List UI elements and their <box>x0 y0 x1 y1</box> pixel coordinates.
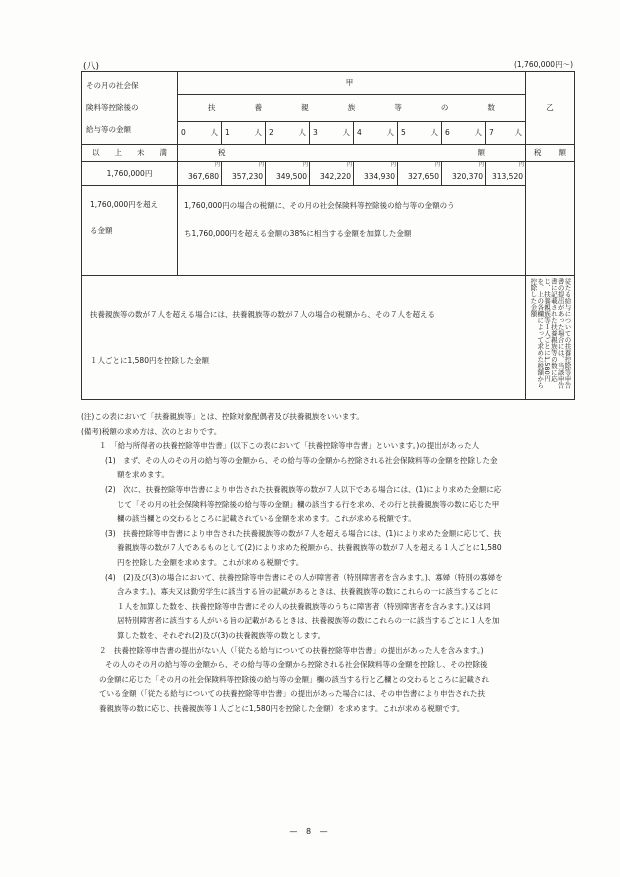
otsu-tax-header <box>526 145 575 162</box>
range-header <box>82 145 178 162</box>
over-seven-rule-line: 扶養親族等の数が７人を超える場合には、扶養親族等の数が７人の場合の税額から、その７人を超える <box>90 309 435 319</box>
over-amount-rule <box>178 186 526 276</box>
count-cell: 2 人 <box>266 122 310 145</box>
over-seven-rule-line: １人ごとに1,580円を控除した金額 <box>90 355 209 365</box>
range-header-char: 以 <box>92 148 100 158</box>
count-cell: 3 人 <box>310 122 354 145</box>
dependents-header-char: 親 <box>301 103 309 113</box>
note-item-1-1: (1) まず、その人のその月の給与等の金額から、その給与等の金額から控除される社会保険料等の金額を控除した金 <box>105 455 498 465</box>
note-remarks-heading: (備考)税額の求め方は、次のとおりです。 <box>81 426 222 436</box>
tax-amount-cell: 円 327,650 <box>398 162 442 186</box>
note-item-1-3-cont: 養親族等の数が７人であるものとして(2)により求めた税額から、扶養親族等の数が７人を超える１人ごとに1,580 <box>117 543 502 553</box>
dependents-header-char: 扶 <box>208 103 216 113</box>
tax-amount-header <box>178 145 526 162</box>
tax-amount-header-char: 税 <box>218 148 226 158</box>
tax-amount-cell: 円 313,520 <box>486 162 526 186</box>
note-item-1-2-cont: じて「その月の社会保険料等控除後の給与等の金額」欄の該当する行を求め、その行と扶養親族等の数に応じた甲 <box>117 499 500 509</box>
otsu-vertical-note: 従たる給与についての扶養控除等申告書の提出があった場合には、当該申告書に記載された扶養親族等の数に応じ、扶養親族等１人ごとに1,580円を、上の各欄によって求めた税額から控除した金額 <box>529 278 572 389</box>
tax-table <box>81 71 575 400</box>
note-item-1-4-cont: １人を加算した数を、扶養控除等申告書にその人の扶養親族等のうちに障害者（特別障害者を含みます。)又は同 <box>117 601 491 611</box>
range-label: (1,760,000円〜) <box>513 60 573 69</box>
tax-amount-cell: 円 349,500 <box>266 162 310 186</box>
note-item-2-cont: 養親族等の数に応じ、扶養親族等１人ごとに1,580円を控除した金額）を求めます。これが求める税額です。 <box>99 703 465 713</box>
notes-section <box>81 410 576 716</box>
note-item-1: １ 「給与所得者の扶養控除等申告書」(以下この表において「扶養控除等申告書」といいます。)の提出があった人 <box>99 441 480 451</box>
note-item-2-cont: の金額に応じた「その月の社会保険料等控除後の給与等の金額」欄の該当する行と乙欄との交わるところに記載され <box>99 674 489 684</box>
condition-header-line: 険料等控除後の <box>86 103 139 112</box>
over-amount-rule-line: ち1,760,000円を超える金額の38%に相当する金額を加算した金額 <box>184 229 412 238</box>
condition-header-line: 給与等の金額 <box>86 125 131 134</box>
count-cell: 6 人 <box>442 122 486 145</box>
over-amount-rule-line: 1,760,000円の場合の税額に、その月の社会保険料等控除後の給与等の金額のう <box>184 201 455 210</box>
range-header-char: 満 <box>159 148 167 158</box>
note-item-1-3-cont: 円を控除した金額を求めます。これが求める税額です。 <box>117 557 304 567</box>
count-cell: 5 人 <box>398 122 442 145</box>
note-item-2: ２ 扶養控除等申告書の提出がない人（「従たる給与についての扶養控除等申告書」の提出があった人を含みます。) <box>99 645 484 655</box>
count-cell: 7 人 <box>486 122 526 145</box>
otsu-empty-cell <box>526 162 575 276</box>
dependents-header-char: 数 <box>487 103 495 113</box>
range-header-char: 上 <box>114 148 122 158</box>
range-header-char: 未 <box>137 148 145 158</box>
note-item-1-3: (3) 扶養控除等申告書により申告された扶養親族等の数が７人を超える場合には、(1)により求めた金額に応じて、扶 <box>105 528 502 538</box>
note-item-1-1-cont: 額を求めます。 <box>117 470 169 480</box>
kou-header: 甲 <box>178 72 526 95</box>
tax-amount-cell: 円 367,680 <box>178 162 222 186</box>
note-item-1-2-cont: 欄の該当欄との交わるところに記載されている金額を求めます。これが求める税額です。 <box>117 514 416 524</box>
tax-amount-cell: 円 320,370 <box>442 162 486 186</box>
count-cell: 1 人 <box>222 122 266 145</box>
over-amount-label <box>82 186 178 276</box>
otsu-tax-header-char: 税 <box>534 148 542 158</box>
basis-amount: 1,760,000円 <box>82 162 178 186</box>
note-item-2-cont: その人のその月の給与等の金額から、その給与等の金額から控除される社会保険料等の金額を控除し、その控除後 <box>105 660 488 670</box>
tax-amount-cell: 円 342,220 <box>310 162 354 186</box>
count-cell: 4 人 <box>354 122 398 145</box>
count-cell: 0 人 <box>178 122 222 145</box>
section-label: (八) <box>83 62 100 72</box>
note-item-2-cont: ている金額（「従たる給与についての扶養控除等申告書」の提出があった場合には、その申告書により申告された扶 <box>99 689 486 699</box>
page-number: — 8 — <box>289 827 331 836</box>
note-item-1-2: (2) 次に、扶養控除等申告書により申告された扶養親族等の数が７人以下である場合には、(1)により求めた金額に応 <box>105 484 502 494</box>
dependents-header-char: の <box>440 103 449 113</box>
over-seven-rule <box>82 276 526 400</box>
otsu-header: 乙 <box>526 72 575 145</box>
note-item-1-4: (4) (2)及び(3)の場合において、扶養控除等申告書にその人が障害者（特別障害者を含みます。)、寡婦（特別の寡婦を <box>105 572 503 582</box>
note-definition: (注)この表において「扶養親族等」とは、控除対象配偶者及び扶養親族をいいます。 <box>81 412 364 421</box>
over-amount-label-line: 1,760,000円を超え <box>90 200 159 209</box>
condition-header <box>82 72 178 145</box>
otsu-vertical-note-cell <box>526 276 575 400</box>
dependents-header-char: 等 <box>394 103 402 113</box>
condition-header-line: その月の社会保 <box>86 81 139 90</box>
note-item-1-4-cont: 含みます。)、寡夫又は勤労学生に該当する旨の記載があるときは、扶養親族等の数にこれらの一に該当するごとに <box>117 587 499 597</box>
dependents-header <box>178 94 526 122</box>
otsu-tax-header-char: 額 <box>558 148 566 158</box>
tax-amount-header-char: 額 <box>477 148 485 158</box>
over-amount-label-line: る金額 <box>90 226 113 235</box>
tax-amount-cell: 円 334,930 <box>354 162 398 186</box>
dependents-header-char: 養 <box>254 103 263 113</box>
tax-amount-cell: 円 357,230 <box>222 162 266 186</box>
note-item-1-4-cont: 居特別障害者に該当する人がいる旨の記載があるときは、扶養親族等の数にこれらの一に該当するごとに１人を加 <box>117 616 500 626</box>
note-item-1-4-cont: 算した数を、それぞれ(2)及び(3)の扶養親族等の数とします。 <box>117 630 326 640</box>
dependents-header-char: 族 <box>347 103 356 113</box>
